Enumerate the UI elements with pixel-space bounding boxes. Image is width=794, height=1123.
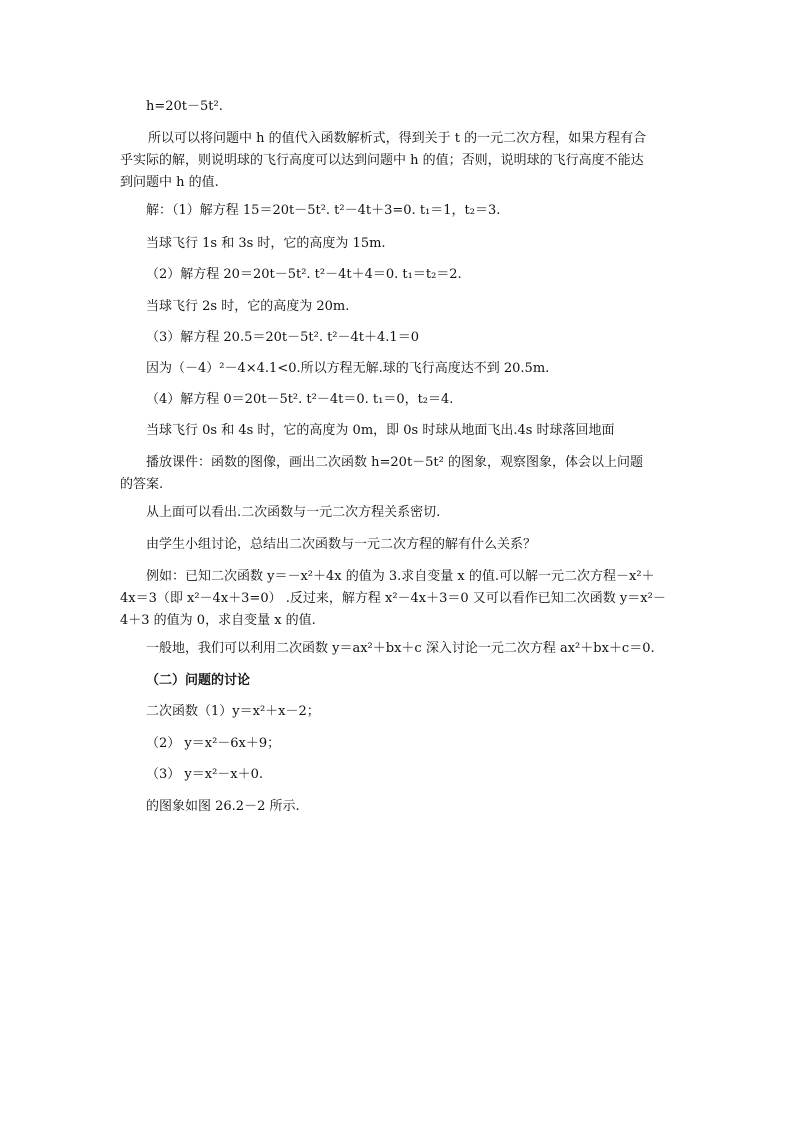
figure-reference: 的图象如图 26.2－2 所示. — [146, 799, 300, 814]
solution-step-2: （2）解方程 20＝20t－5t². t²－4t＋4＝0. t₁＝t₂＝2. — [146, 267, 462, 282]
solution-step-3: （3）解方程 20.5＝20t－5t². t²－4t＋4.1＝0 — [146, 330, 419, 345]
solution-conclusion-3: 因为（－4）²－4×4.1<0.所以方程无解.球的飞行高度达不到 20.5m. — [146, 361, 550, 376]
section-heading: （二）问题的讨论 — [146, 673, 251, 688]
explanation-paragraph: 所以可以将问题中 h 的值代入函数解析式，得到关于 t 的一元二次方程，如果方程有合 乎实际的解，则说明球的飞行高度可以达到问题中 h 的值；否则，说明球的飞行高度不能达 到问题中 h 的值. — [120, 131, 647, 190]
courseware-paragraph: 播放课件：函数的图像，画出二次函数 h=20t－5t² 的图象，观察图象，体会以上问题 的答案. — [120, 455, 644, 492]
solution-conclusion-4: 当球飞行 0s 和 4s 时，它的高度为 0m，即 0s 时球从地面飞出.4s 时球落回地面 — [146, 423, 615, 438]
example-paragraph: 例如：已知二次函数 y＝－x²＋4x 的值为 3.求自变量 x 的值.可以解一元二次方程－x²＋ 4x＝3（即 x²－4x＋3=0） .反过来，解方程 x²－4x＋3＝0 又可以看作已知二次函数 y＝x²－ 4＋3 的值为 0，求自变量 x 的值. — [120, 569, 666, 628]
function-1: 二次函数（1）y＝x²＋x－2； — [146, 704, 320, 719]
function-3: （3） y＝x²－x＋0. — [146, 767, 264, 782]
solution-step-4: （4）解方程 0＝20t－5t². t²－4t＝0. t₁＝0，t₂＝4. — [146, 392, 454, 407]
discussion-paragraph: 由学生小组讨论，总结出二次函数与一元二次方程的解有什么关系？ — [146, 537, 537, 552]
general-paragraph: 一般地，我们可以利用二次函数 y＝ax²＋bx＋c 深入讨论一元二次方程 ax²＋bx＋c＝0. — [146, 641, 655, 656]
relation-paragraph: 从上面可以看出.二次函数与一元二次方程关系密切. — [146, 505, 441, 520]
function-2: （2） y＝x²－6x＋9； — [146, 736, 281, 751]
solution-conclusion-1: 当球飞行 1s 和 3s 时，它的高度为 15m. — [146, 236, 386, 251]
solution-step-1: 解：（1）解方程 15＝20t－5t². t²－4t＋3=0. t₁＝1，t₂＝3. — [146, 203, 501, 218]
solution-conclusion-2: 当球飞行 2s 时，它的高度为 20m. — [146, 299, 350, 314]
formula-line: h=20t－5t². — [146, 99, 223, 114]
